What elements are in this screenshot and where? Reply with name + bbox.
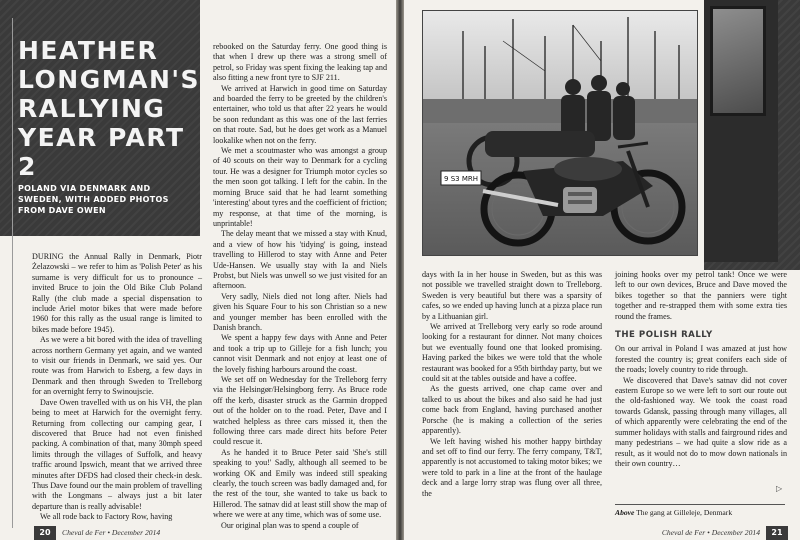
right-column-2 xyxy=(615,270,787,469)
page-number: 20 xyxy=(34,526,56,540)
left-page xyxy=(0,0,396,540)
footer-left xyxy=(0,526,396,540)
paragraph: We discovered that Dave's satnav did not cover eastern Europe so we were left to sort our route out the old-fashioned way. We took the coast road towards Gdansk, passing through many villages, all of which apparently were celebrating the end of the summer holidays with stalls and fairground rides and many pedestrians – we had quite a slow ride as a result, as it would not do to mow down nationals in their own country… xyxy=(615,375,787,468)
paragraph: We left having wished his mother happy birthday and set off to find our ferry. The ferry company, T&T, apparently is not accustomed to taking motor bikes; we were told to park in a line at the front of the haulage deck and a large lorry strap was flung over all three, the xyxy=(422,436,602,498)
margin-rule xyxy=(12,18,13,528)
number-plate-text: 9 S3 MRH xyxy=(444,175,478,183)
caption-label: Above xyxy=(615,508,635,517)
window-glass xyxy=(710,6,766,116)
article-standfirst: POLAND VIA DENMARK AND SWEDEN, WITH ADDED PHOTOS FROM DAVE OWEN xyxy=(18,184,169,215)
caption-rule xyxy=(615,504,785,505)
footer-text: Cheval de Fer • December 2014 xyxy=(661,528,760,537)
paragraph: DURING the Annual Rally in Denmark, Piotr Żelazowski – we refer to him as 'Polish Peter' as his surname is very difficult for us to pronounce – invited Bruce to join the Old Bike Club Poland Rally (the club made a special dispensation to include Ariel motor bikes that were made before 1960 for this rally as the usual range is limited to bikes made before 1945). xyxy=(32,252,202,334)
article-headline: HEATHER LONGMAN'S RALLYING YEAR PART 2 xyxy=(18,36,201,181)
right-column-1 xyxy=(422,270,602,499)
title-panel xyxy=(0,0,200,236)
footer-text: Cheval de Fer • December 2014 xyxy=(62,528,161,537)
paragraph: We set off on Wednesday for the Trelleborg ferry via the Helsingør/Helsingborg ferry. As Bruce rode off the kerb, disaster struck as the Garmin dropped out of the holder on to the road. Peter, Dave and I watched helpless as three cars missed it, then the following three cars made direct hits before Peter could rescue it. xyxy=(213,375,387,447)
continue-arrow-icon: ▷ xyxy=(776,484,783,493)
photo-caption xyxy=(615,508,785,517)
left-column-1 xyxy=(32,252,202,523)
paragraph: Dave Owen travelled with us on his VH, the plan being to meet at Harwich for the overnight ferry. Returning from collecting our camping gear, I discovered that Bruce had not even finished packing. A combination of that, many 30mph speed limits through the villages of Suffolk, and heavy traffic around Ipswich, meant that we arrived three minutes after DFDS had closed their check-in desk. Thus Dave found our the main problem of travelling with the Longmans – always just a bit later departure than is really advisable! xyxy=(32,397,202,511)
paragraph: As we were a bit bored with the idea of travelling across northern Germany yet again, and we wanted to visit our friends in Denmark, we said yes. Our route was from Harwich to Esberg, a few days in Denmark and then through Sweden to Trelleborg for an overnight ferry to Swinoujscie. xyxy=(32,335,202,397)
photo-illustration xyxy=(423,11,698,256)
paragraph: We arrived at Harwich in good time on Saturday and boarded the ferry to be greeted by the children's entertainer, who told us that after 22 years he would be soon redundant as this was one of the last ferries on that route. Sad, but he does get work as a Manuel lookalike when not on the ferry. xyxy=(213,83,387,145)
paragraph: joining hooks over my petrol tank! Once we were left to our own devices, Bruce and Dave moved the bikes together so that the panniers were tight together and re-strapped them with some extra ties round the frames. xyxy=(615,270,787,321)
photo-gang-at-gilleleje xyxy=(422,10,698,256)
left-column-2 xyxy=(213,42,387,531)
right-page xyxy=(404,0,800,540)
page-gutter xyxy=(396,0,404,540)
section-heading: THE POLISH RALLY xyxy=(615,330,713,341)
caption-text: The gang at Gilleleje, Denmark xyxy=(636,508,733,517)
paragraph: We met a scoutmaster who was amongst a group of 40 scouts on their way to Denmark for a cycling tour. He was a designer for Triumph motor cycles so the men soon got talking. I left for the cabin. In the morning Bruce said that he had learnt something 'interesting' about tyres and the coefficient of friction; my response, at that time of the morning, is unprintable! xyxy=(213,146,387,228)
page-number: 21 xyxy=(766,526,788,540)
paragraph: Our original plan was to spend a couple of xyxy=(221,520,359,530)
paragraph: As the guests arrived, one chap came over and talked to us about the bikes and also said he had just come back from England, having purchased another Porsche (he is making a collection of the series apparently). xyxy=(422,384,602,436)
paragraph: Very sadly, Niels died not long after. Niels had given his Square Four to his son Christian so a new and younger member has been enrolled with the Danish branch. xyxy=(213,291,387,332)
window-frame xyxy=(704,0,778,262)
paragraph: As he handed it to Bruce Peter said 'She's still speaking to you!' Sadly, although all seemed to be working OK and Emily was indeed still speaking clearly, the touch screen was badly damaged and, for the rest of the tour, she wanted to take us back to Hillerod. The satnav did at least still show the map of where we were at any time, which was of some use. xyxy=(213,447,387,520)
paragraph: On our arrival in Poland I was amazed at just how forested the country is; great conifers each side of the roads; lovely country to ride through. xyxy=(615,344,787,375)
paragraph: We spent a happy few days with Anne and Peter and took a trip up to Gilleje for a fish lunch; you cannot visit Denmark and not enjoy at least one of the lovely fishing harbours around the coast. xyxy=(213,333,387,374)
paragraph: We arrived at Trelleborg very early so rode around looking for a restaurant for dinner. Not many choices but we eventually found one that looked promising. Having parked the bikes we were told that the whole restaurant was booked for a 95th birthday party, but we could sit at the tables outside and have a coffee. xyxy=(422,322,602,384)
paragraph: days with Ia in her house in Sweden, but as this was not possible we travelled straight down to Trelleborg. Sweden is very beautiful but there was a sparsity of cafes, so we ended up having lunch at a pizza place run by a Lithuanian girl. xyxy=(422,270,602,321)
footer-right xyxy=(404,526,800,540)
paragraph: The delay meant that we missed a stay with Knud, and a view of how his 'tidying' is going, instead travelling to Hillerod to stay with Anne and Peter Ude-Hansen. We usually stay with Ia and Niels Probst, but Niels was unwell so we just visited for an afternoon. xyxy=(213,229,387,291)
paragraph: rebooked on the Saturday ferry. One good thing is that when I drew up there was a strong smell of petrol, so Friday was spent fixing the leaking tap and also fitting a new front tyre to SJF 211. xyxy=(213,42,387,83)
paragraph: We all rode back to Factory Row, having xyxy=(40,512,173,522)
